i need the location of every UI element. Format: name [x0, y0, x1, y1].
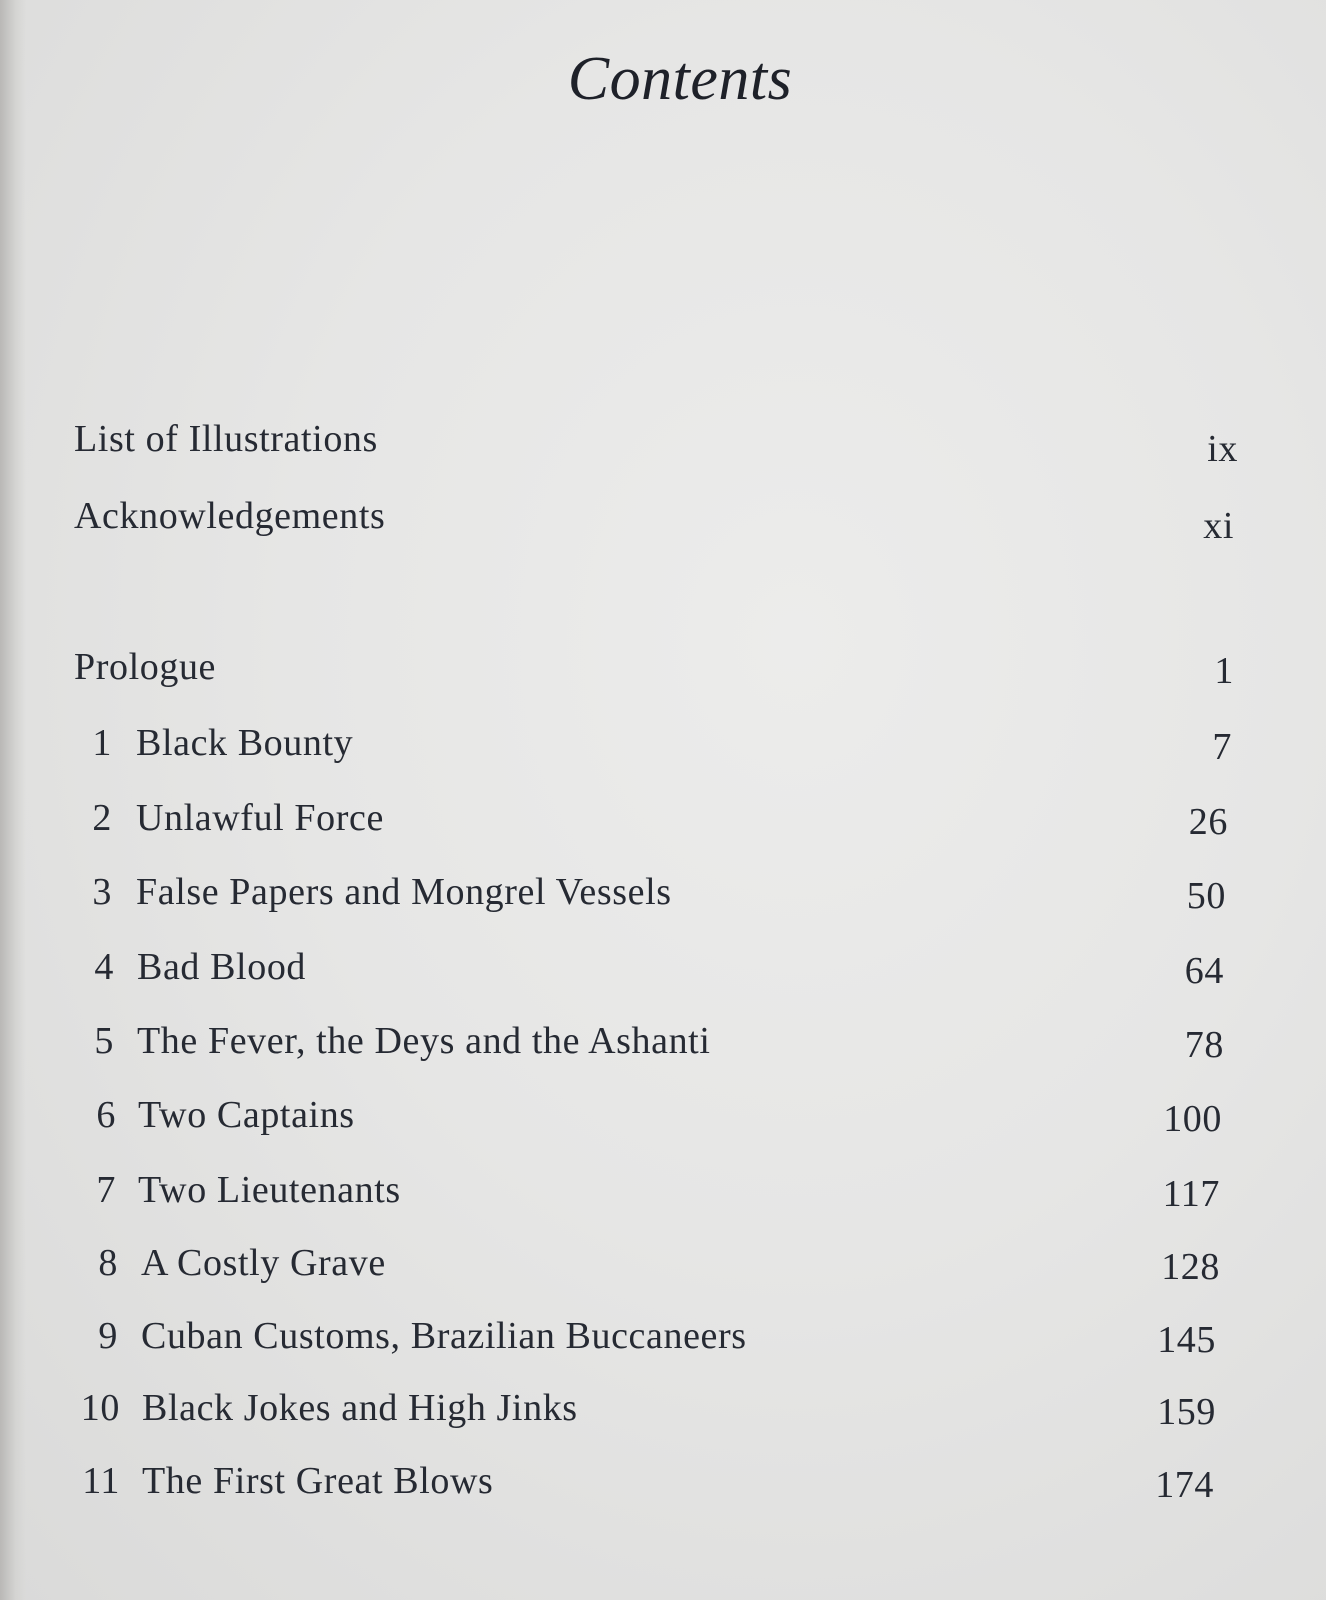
toc-entry-page: xi [1203, 505, 1234, 547]
toc-entry-page: 1 [1214, 650, 1234, 692]
toc-entry-label: List of Illustrations [74, 418, 378, 460]
toc-entry-chapter-11[interactable] [0, 1459, 1326, 1519]
toc-entry-chapter-2[interactable] [0, 796, 1326, 856]
toc-entry-chapter-3[interactable] [0, 870, 1326, 930]
chapter-number: 5 [94, 1020, 114, 1062]
toc-entry-label: Unlawful Force [136, 797, 384, 839]
toc-entry-page: 145 [1157, 1319, 1216, 1361]
toc-entry-chapter-5[interactable] [0, 1019, 1326, 1079]
toc-entry-label: Two Lieutenants [138, 1169, 401, 1211]
toc-entry-page: 100 [1163, 1098, 1222, 1140]
toc-entry-chapter-10[interactable] [0, 1386, 1326, 1446]
chapter-number: 2 [92, 797, 112, 839]
toc-entry-acknowledgements[interactable] [0, 494, 1326, 554]
chapter-number: 4 [94, 946, 114, 988]
chapter-number: 10 [80, 1387, 120, 1429]
toc-entry-page: 128 [1161, 1246, 1220, 1288]
toc-entry-page: ix [1207, 428, 1238, 470]
toc-entry-label: The Fever, the Deys and the Ashanti [137, 1020, 711, 1062]
page-title: Contents [567, 45, 793, 113]
toc-entry-chapter-1[interactable] [0, 721, 1326, 781]
toc-entry-page: 50 [1186, 875, 1226, 917]
toc-entry-list-of-illustrations[interactable] [0, 417, 1326, 477]
chapter-number: 3 [92, 871, 112, 913]
chapter-number: 6 [96, 1094, 116, 1136]
toc-entry-label: The First Great Blows [142, 1460, 494, 1502]
toc-entry-page: 159 [1157, 1391, 1216, 1433]
chapter-number: 8 [98, 1242, 118, 1284]
toc-entry-label: Prologue [74, 646, 217, 688]
chapter-number: 9 [98, 1315, 118, 1357]
toc-entry-chapter-7[interactable] [0, 1168, 1326, 1228]
toc-entry-page: 26 [1188, 801, 1228, 843]
toc-entry-label: A Costly Grave [141, 1242, 386, 1284]
chapter-number: 7 [96, 1169, 116, 1211]
toc-entry-label: Two Captains [138, 1094, 355, 1136]
toc-entry-page: 7 [1212, 726, 1232, 768]
toc-entry-chapter-6[interactable] [0, 1093, 1326, 1153]
toc-entry-prologue[interactable] [0, 645, 1326, 705]
chapter-number: 1 [92, 722, 112, 764]
toc-entry-label: Black Jokes and High Jinks [142, 1387, 578, 1429]
toc-entry-page: 174 [1155, 1464, 1214, 1506]
toc-entry-label: Acknowledgements [74, 495, 386, 537]
toc-entry-chapter-9[interactable] [0, 1314, 1326, 1374]
toc-entry-page: 78 [1184, 1024, 1224, 1066]
toc-entry-label: Cuban Customs, Brazilian Buccaneers [141, 1315, 747, 1357]
toc-entry-page: 64 [1184, 950, 1224, 992]
toc-entry-label: Black Bounty [136, 722, 354, 764]
toc-entry-page: 117 [1162, 1173, 1220, 1215]
toc-entry-chapter-8[interactable] [0, 1241, 1326, 1301]
chapter-number: 11 [82, 1460, 120, 1502]
toc-entry-label: Bad Blood [137, 946, 307, 988]
toc-entry-chapter-4[interactable] [0, 945, 1326, 1005]
toc-entry-label: False Papers and Mongrel Vessels [136, 871, 672, 913]
